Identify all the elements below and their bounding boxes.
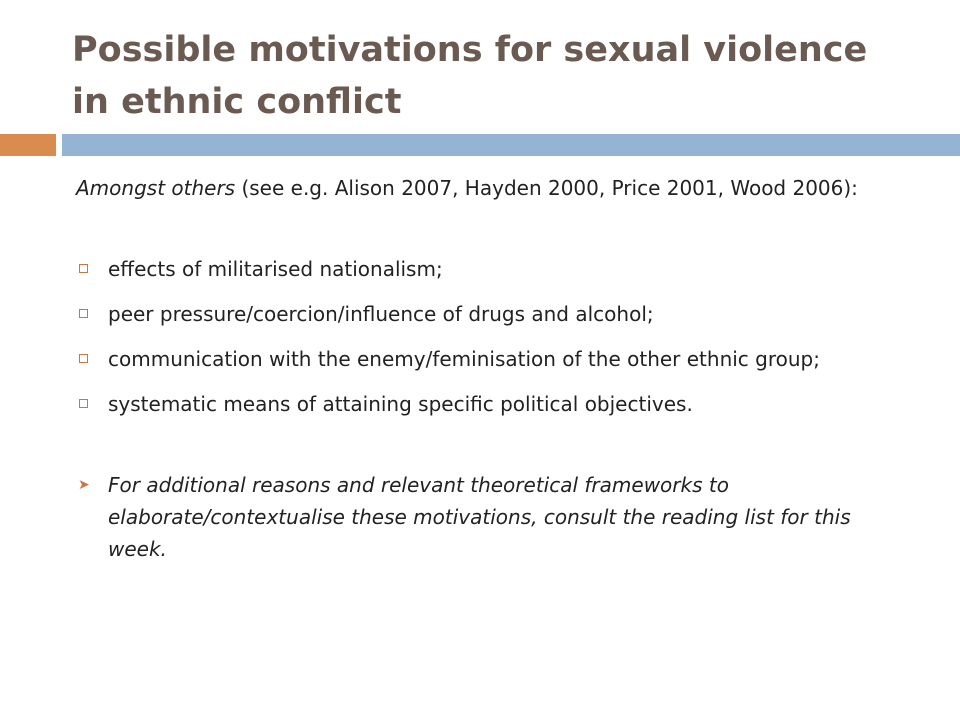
list-item-text: communication with the enemy/feminisation of the other ethnic group;: [108, 347, 820, 371]
list-item-text: peer pressure/coercion/influence of drugs and alcohol;: [108, 302, 654, 326]
note-text: For additional reasons and relevant theoretical frameworks to elaborate/contextualise these motivations, consult the reading list for this week.: [108, 473, 851, 561]
reading-list-note: [76, 469, 906, 565]
intro-paragraph: [76, 172, 906, 204]
intro-text: (see e.g. Alison 2007, Hayden 2000, Price 2001, Wood 2006):: [235, 176, 858, 200]
arrowhead-icon: ➤: [78, 477, 90, 493]
list-item: [76, 254, 906, 284]
hollow-square-icon: [79, 399, 88, 408]
intro-italic: Amongst others: [76, 176, 236, 200]
list-item: [76, 389, 906, 419]
list-item-text: effects of militarised nationalism;: [108, 257, 443, 281]
title-underline-bar: [62, 134, 960, 156]
slide-title: Possible motivations for sexual violence in ethnic conflict: [72, 30, 868, 122]
hollow-square-icon: [79, 309, 88, 318]
bullet-list: [76, 254, 906, 419]
list-item: [76, 344, 906, 374]
accent-bar: [0, 134, 56, 156]
hollow-square-icon: [79, 354, 88, 363]
hollow-square-icon: [79, 264, 88, 273]
list-item: [76, 299, 906, 329]
slide-body: [76, 172, 906, 565]
list-item-text: systematic means of attaining specific political objectives.: [108, 392, 693, 416]
